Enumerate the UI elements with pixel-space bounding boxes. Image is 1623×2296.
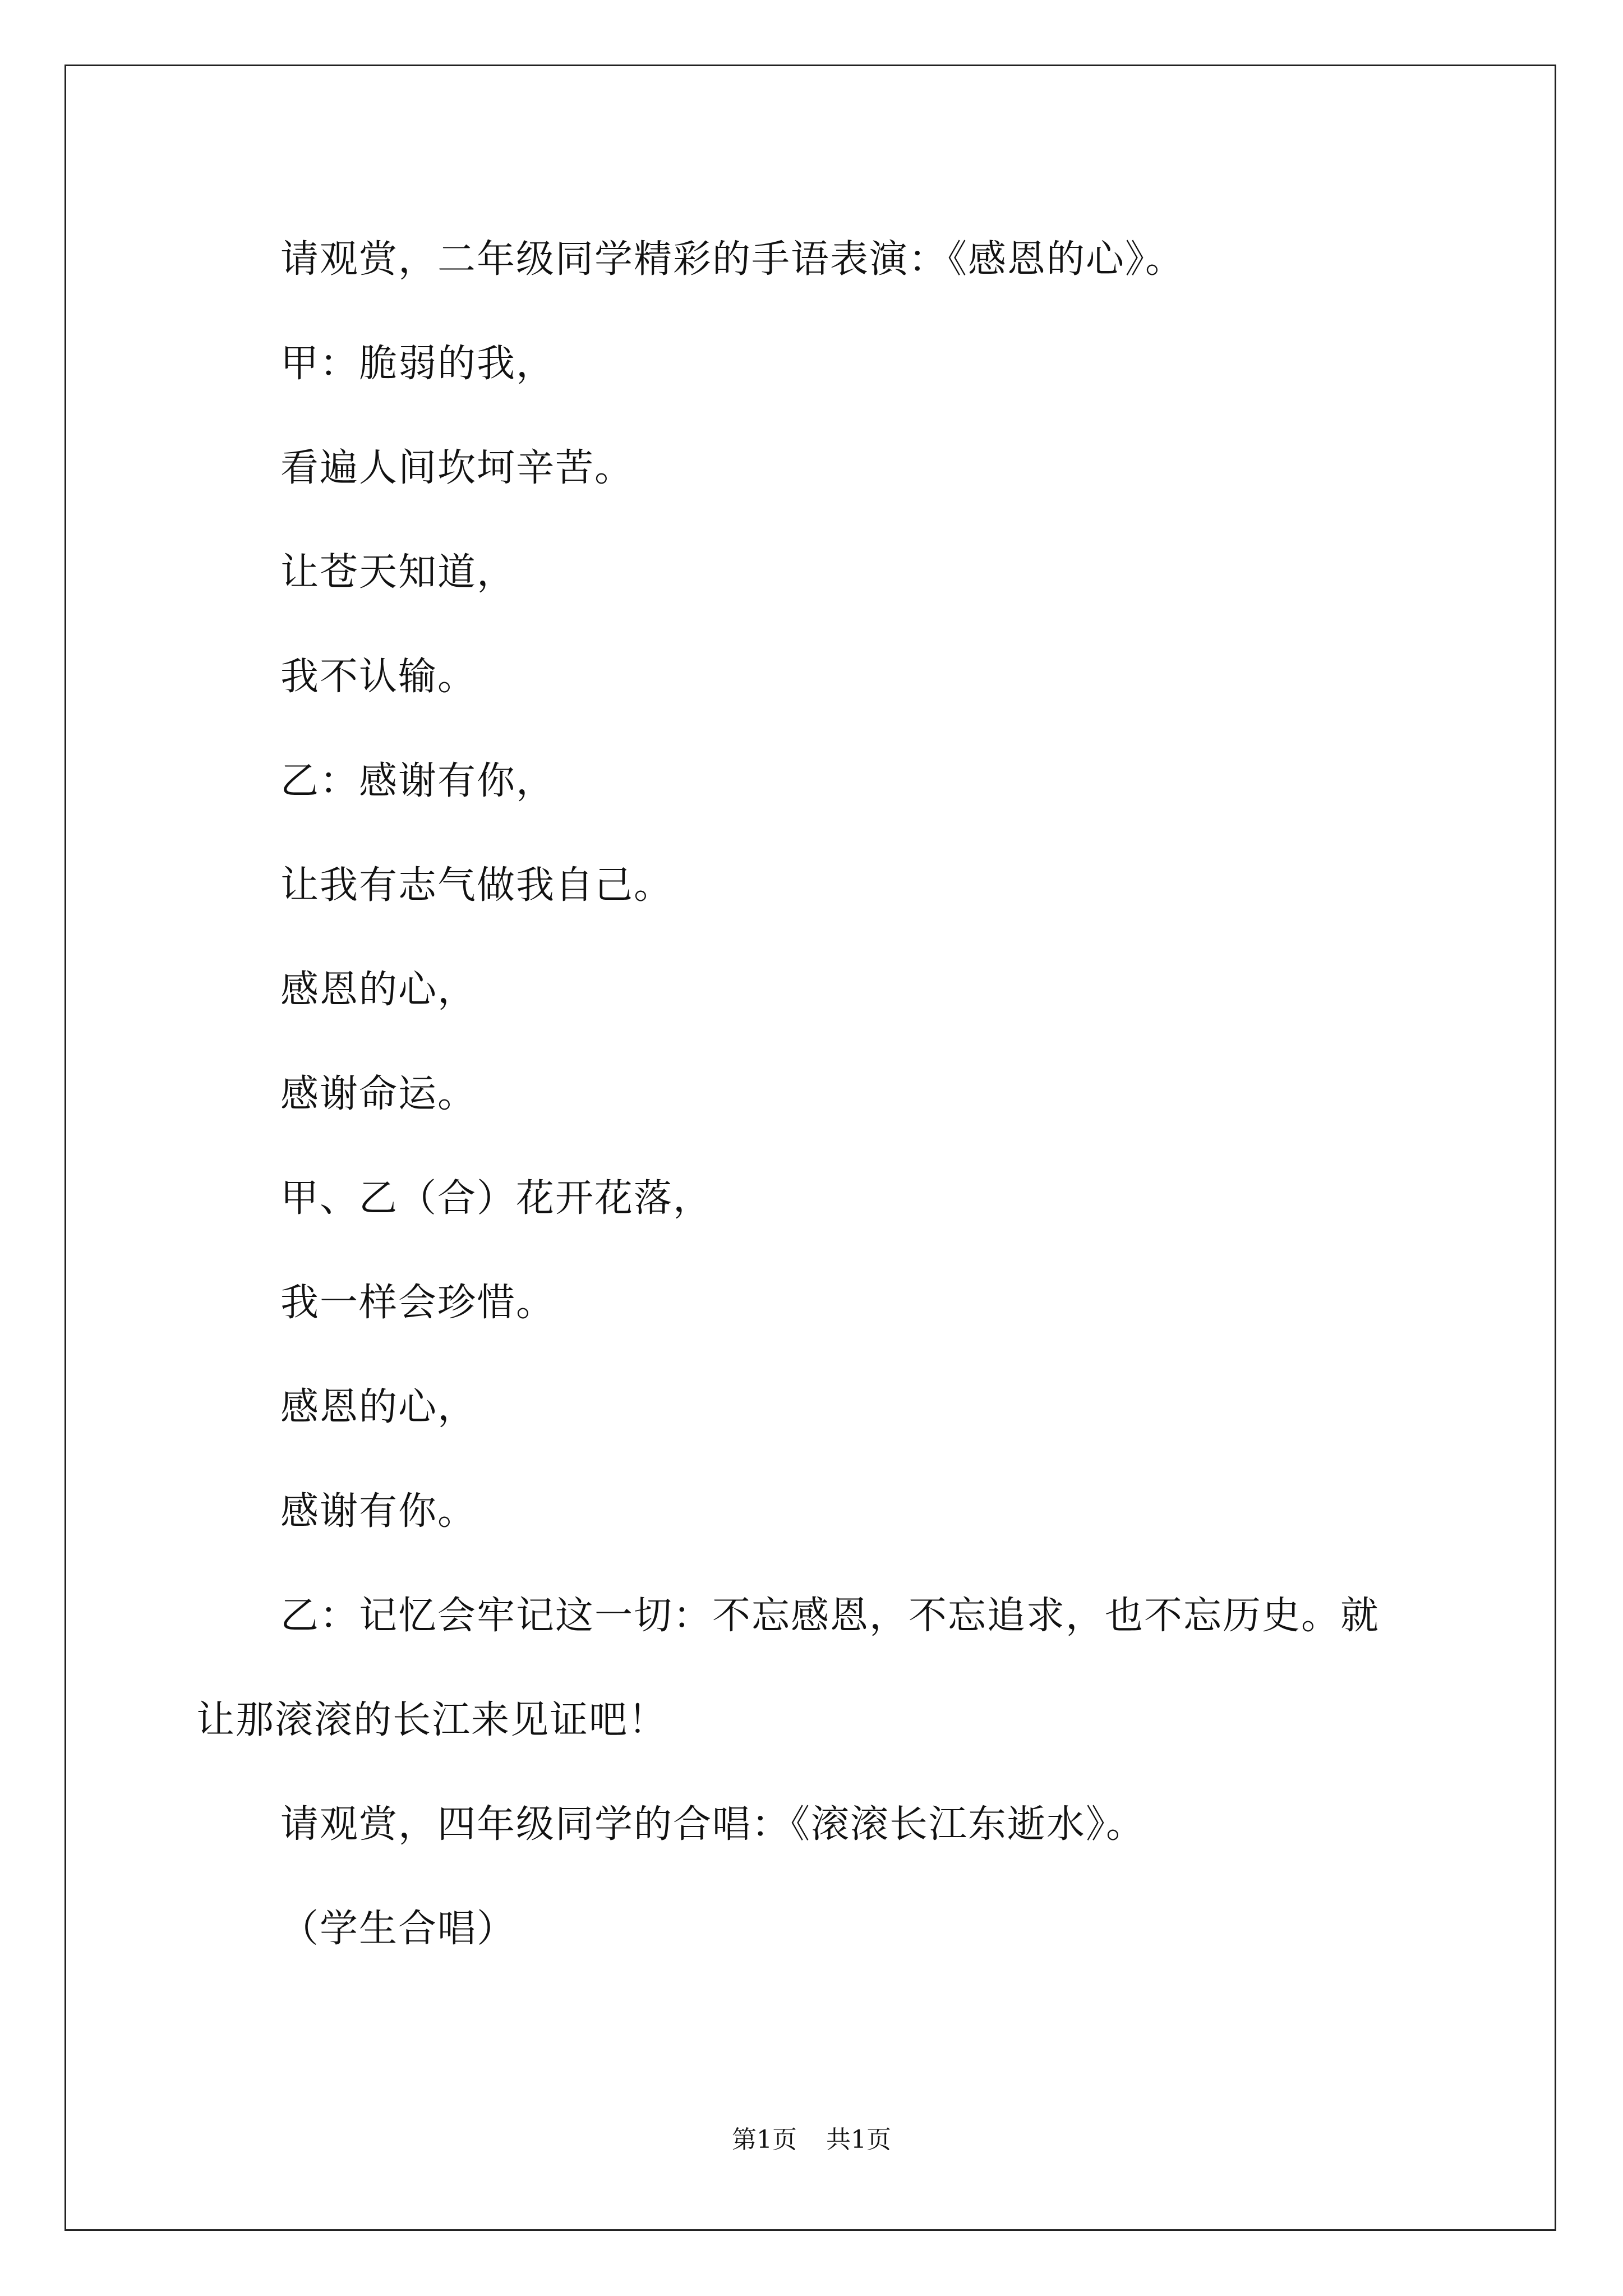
page-number: 第1页: [732, 2125, 797, 2154]
page-footer: [0, 2119, 1623, 2155]
paragraph-line: 乙：记忆会牢记这一切：不忘感恩，不忘追求，也不忘历史。就: [280, 1594, 1380, 1638]
paragraph-line-continued: 让那滚滚的长江来见证吧！: [196, 1698, 668, 1742]
paragraph: 感谢命运。: [280, 1072, 477, 1116]
paragraph: 甲：脆弱的我，: [280, 342, 556, 386]
paragraph: 让我有志气做我自己。: [280, 863, 674, 908]
paragraph: 让苍天知道，: [280, 550, 517, 595]
paragraph: 感恩的心，: [280, 1385, 477, 1429]
document-body: [196, 208, 1430, 1981]
paragraph: 我不认输。: [280, 655, 477, 699]
paragraph: 请观赏，二年级同学精彩的手语表演：《感恩的心》。: [280, 237, 1185, 282]
paragraph: 我一样会珍惜。: [280, 1281, 556, 1325]
paragraph: 感恩的心，: [280, 968, 477, 1012]
page-total: 共1页: [826, 2125, 891, 2154]
paragraph: 乙：感谢有你，: [280, 759, 556, 803]
paragraph: 看遍人间坎坷辛苦。: [280, 446, 634, 490]
paragraph: （学生合唱）: [280, 1907, 517, 1951]
paragraph: 甲、乙（合）花开花落，: [280, 1176, 713, 1221]
paragraph: 请观赏，四年级同学的合唱：《滚滚长江东逝水》。: [280, 1802, 1146, 1847]
paragraph: 感谢有你。: [280, 1489, 477, 1534]
